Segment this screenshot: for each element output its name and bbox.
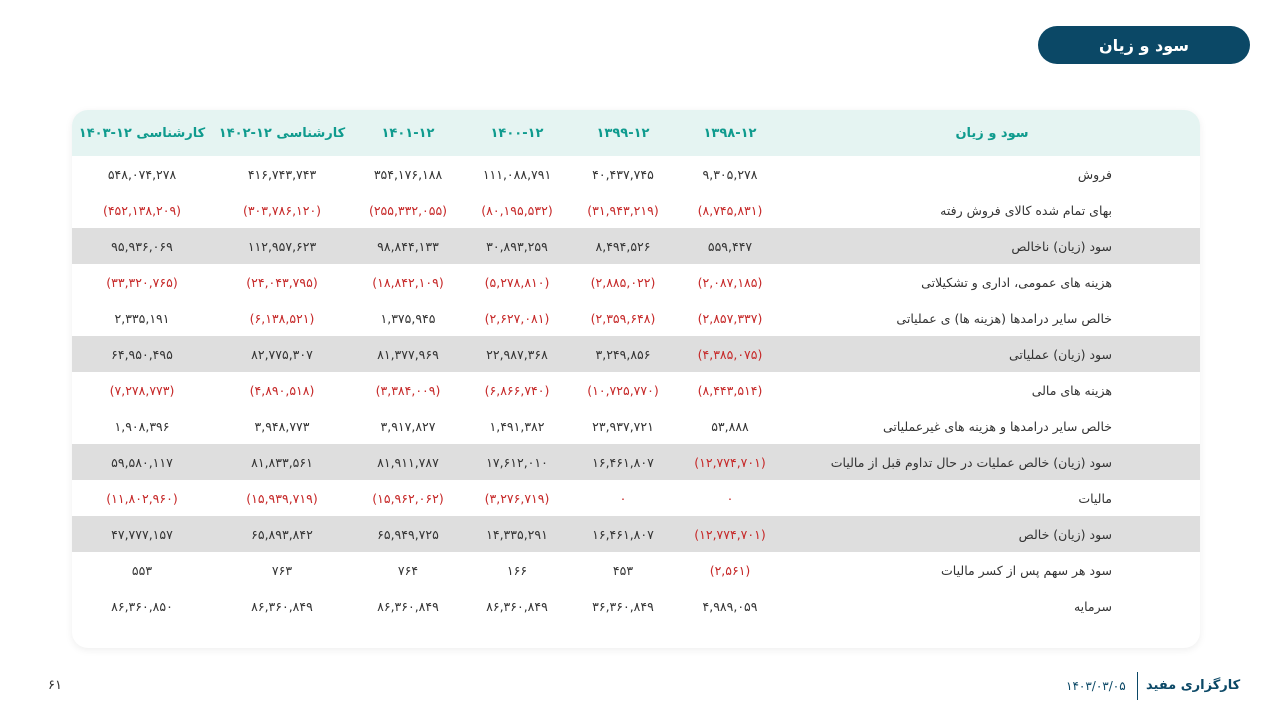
table-cell: (۲,۸۸۵,۰۲۲) — [590, 274, 656, 290]
row-label: سود (زیان) ناخالص — [1011, 238, 1112, 254]
table-cell: (۲,۶۲۷,۰۸۱) — [484, 310, 550, 326]
table-cell: (۳,۲۷۶,۷۱۹) — [484, 490, 550, 506]
table-cell: (۸,۴۴۳,۵۱۴) — [697, 382, 763, 398]
table-cell: (۱۵,۹۶۲,۰۶۲) — [372, 490, 444, 506]
table-cell: (۲۴,۰۴۳,۷۹۵) — [246, 274, 318, 290]
table-cell: ۴۷,۷۷۷,۱۵۷ — [111, 526, 173, 542]
table-cell: ۳,۹۴۸,۷۷۳ — [254, 418, 310, 434]
table-cell: (۳۳,۳۲۰,۷۶۵) — [106, 274, 178, 290]
row-label: بهای تمام شده کالای فروش رفته — [940, 202, 1112, 218]
table-cell: ۸۱,۸۳۳,۵۶۱ — [251, 454, 313, 470]
table-cell: (۲,۸۵۷,۳۳۷) — [697, 310, 763, 326]
table-cell: (۳,۳۸۴,۰۰۹) — [375, 382, 441, 398]
table-cell: ۲,۳۳۵,۱۹۱ — [114, 310, 170, 326]
row-label: مالیات — [1078, 490, 1112, 506]
row-label: سود (زیان) خالص عملیات در حال تداوم قبل از مالیات — [830, 454, 1112, 470]
table-row — [72, 372, 1200, 408]
table-cell: ۴۰,۴۳۷,۷۴۵ — [592, 166, 654, 182]
table-cell: ۵۹,۵۸۰,۱۱۷ — [111, 454, 173, 470]
income-statement-card — [72, 110, 1200, 648]
row-label: سود (زیان) عملیاتی — [1008, 346, 1112, 362]
page-title: سود و زیان — [1038, 26, 1250, 64]
table-cell: (۱۲,۷۷۴,۷۰۱) — [694, 526, 766, 542]
table-cell: ۲۲,۹۸۷,۳۶۸ — [486, 346, 548, 362]
table-cell: (۲,۵۶۱) — [709, 562, 751, 578]
table-cell: ۰ — [619, 490, 627, 506]
table-cell: ۱۶,۴۶۱,۸۰۷ — [592, 454, 654, 470]
table-cell: ۱۱۲,۹۵۷,۶۲۳ — [247, 238, 317, 254]
table-cell: ۸۶,۳۶۰,۸۴۹ — [486, 598, 548, 614]
table-cell: (۴,۳۸۵,۰۷۵) — [697, 346, 763, 362]
table-cell: (۱۲,۷۷۴,۷۰۱) — [694, 454, 766, 470]
table-cell: ۹۵,۹۳۶,۰۶۹ — [111, 238, 173, 254]
table-cell: ۳,۹۱۷,۸۲۷ — [380, 418, 436, 434]
table-row — [72, 228, 1200, 264]
row-label: هزینه های عمومی، اداری و تشکیلاتی — [921, 274, 1112, 290]
table-row — [72, 444, 1200, 480]
table-row — [72, 192, 1200, 228]
table-row — [72, 480, 1200, 516]
brand-logo-text: کارگزاری مفید — [1146, 678, 1241, 693]
table-cell: (۶,۱۳۸,۵۲۱) — [249, 310, 315, 326]
column-header: ۱۴۰۱-۱۲ — [381, 125, 435, 141]
table-cell: ۶۴,۹۵۰,۴۹۵ — [111, 346, 173, 362]
column-header: سود و زیان — [955, 125, 1029, 141]
table-cell: ۸۲,۷۷۵,۳۰۷ — [251, 346, 313, 362]
table-row — [72, 408, 1200, 444]
table-row — [72, 516, 1200, 552]
table-cell: ۶۵,۹۴۹,۷۲۵ — [377, 526, 439, 542]
table-cell: ۱۷,۶۱۲,۰۱۰ — [486, 454, 548, 470]
column-header: کارشناسی ۱۲-۱۴۰۳ — [78, 125, 206, 141]
table-cell: ۸۶,۳۶۰,۸۴۹ — [251, 598, 313, 614]
table-cell: ۱,۴۹۱,۳۸۲ — [489, 418, 545, 434]
table-cell: (۲,۳۵۹,۶۴۸) — [590, 310, 656, 326]
page-number: ۶۱ — [48, 678, 62, 693]
table-cell: ۸,۴۹۴,۵۲۶ — [595, 238, 651, 254]
table-row — [72, 552, 1200, 588]
table-cell: (۴۵۲,۱۳۸,۲۰۹) — [102, 202, 182, 218]
table-cell: ۸۱,۹۱۱,۷۸۷ — [377, 454, 439, 470]
table-cell: ۳۵۴,۱۷۶,۱۸۸ — [373, 166, 443, 182]
table-cell: (۲,۰۸۷,۱۸۵) — [697, 274, 763, 290]
table-cell: ۶۵,۸۹۳,۸۴۲ — [251, 526, 313, 542]
table-cell: (۲۵۵,۳۳۲,۰۵۵) — [368, 202, 448, 218]
table-cell: ۴۵۳ — [612, 562, 634, 578]
table-cell: (۱۱,۸۰۲,۹۶۰) — [106, 490, 178, 506]
row-label: خالص سایر درامدها (هزینه ها) ی عملیاتی — [896, 310, 1112, 326]
table-cell: ۵۵۹,۴۴۷ — [707, 238, 753, 254]
table-row — [72, 336, 1200, 372]
table-cell: ۵۵۳ — [131, 562, 153, 578]
table-row — [72, 588, 1200, 624]
table-row — [72, 156, 1200, 192]
table-row — [72, 300, 1200, 336]
table-cell: ۹,۳۰۵,۲۷۸ — [702, 166, 758, 182]
table-cell: (۴,۸۹۰,۵۱۸) — [249, 382, 315, 398]
table-cell: (۸۰,۱۹۵,۵۳۲) — [481, 202, 553, 218]
table-cell: ۸۱,۳۷۷,۹۶۹ — [377, 346, 439, 362]
table-cell: (۶,۸۶۶,۷۴۰) — [484, 382, 550, 398]
table-cell: (۸,۷۴۵,۸۳۱) — [697, 202, 763, 218]
table-cell: ۳۶,۳۶۰,۸۴۹ — [592, 598, 654, 614]
table-cell: ۴۱۶,۷۴۳,۷۴۳ — [247, 166, 317, 182]
column-header: ۱۳۹۸-۱۲ — [703, 125, 757, 141]
table-row — [72, 264, 1200, 300]
income-statement-table — [72, 110, 1200, 624]
table-cell: ۱۶۶ — [506, 562, 528, 578]
column-header: کارشناسی ۱۲-۱۴۰۲ — [218, 125, 346, 141]
report-date: ۱۴۰۳/۰۳/۰۵ — [1066, 679, 1126, 693]
table-header-row — [72, 110, 1200, 156]
footer-divider — [1137, 672, 1138, 700]
table-cell: ۱۶,۴۶۱,۸۰۷ — [592, 526, 654, 542]
column-header: ۱۴۰۰-۱۲ — [490, 125, 544, 141]
table-cell: (۷,۲۷۸,۷۷۳) — [109, 382, 175, 398]
row-label: هزینه های مالی — [1031, 382, 1112, 398]
table-cell: ۱۴,۳۳۵,۲۹۱ — [486, 526, 548, 542]
row-label: سود هر سهم پس از کسر مالیات — [941, 562, 1112, 578]
table-cell: ۳,۲۴۹,۸۵۶ — [595, 346, 651, 362]
table-cell: ۱,۳۷۵,۹۴۵ — [380, 310, 436, 326]
table-cell: (۳۰۳,۷۸۶,۱۲۰) — [242, 202, 322, 218]
table-cell: (۱۵,۹۳۹,۷۱۹) — [246, 490, 318, 506]
table-cell: ۸۶,۳۶۰,۸۵۰ — [111, 598, 173, 614]
table-cell: ۷۶۴ — [397, 562, 419, 578]
table-cell: ۳۰,۸۹۳,۲۵۹ — [486, 238, 548, 254]
row-label: خالص سایر درامدها و هزینه های غیرعملیاتی — [882, 418, 1112, 434]
table-cell: ۴,۹۸۹,۰۵۹ — [702, 598, 758, 614]
row-label: سود (زیان) خالص — [1018, 526, 1112, 542]
table-cell: ۱,۹۰۸,۳۹۶ — [114, 418, 170, 434]
row-label: فروش — [1077, 166, 1112, 182]
table-cell: (۳۱,۹۴۳,۲۱۹) — [587, 202, 659, 218]
table-cell: (۱۰,۷۲۵,۷۷۰) — [587, 382, 659, 398]
table-cell: ۵۳,۸۸۸ — [711, 418, 749, 434]
table-cell: ۰ — [726, 490, 734, 506]
table-cell: ۸۶,۳۶۰,۸۴۹ — [377, 598, 439, 614]
table-cell: ۷۶۳ — [271, 562, 293, 578]
row-label: سرمایه — [1073, 598, 1112, 614]
table-cell: ۲۳,۹۳۷,۷۲۱ — [592, 418, 654, 434]
column-header: ۱۳۹۹-۱۲ — [596, 125, 650, 141]
table-cell: ۱۱۱,۰۸۸,۷۹۱ — [482, 166, 552, 182]
table-cell: (۱۸,۸۴۲,۱۰۹) — [372, 274, 444, 290]
table-cell: ۹۸,۸۴۴,۱۳۳ — [377, 238, 439, 254]
table-cell: ۵۴۸,۰۷۴,۲۷۸ — [107, 166, 177, 182]
table-cell: (۵,۲۷۸,۸۱۰) — [484, 274, 550, 290]
